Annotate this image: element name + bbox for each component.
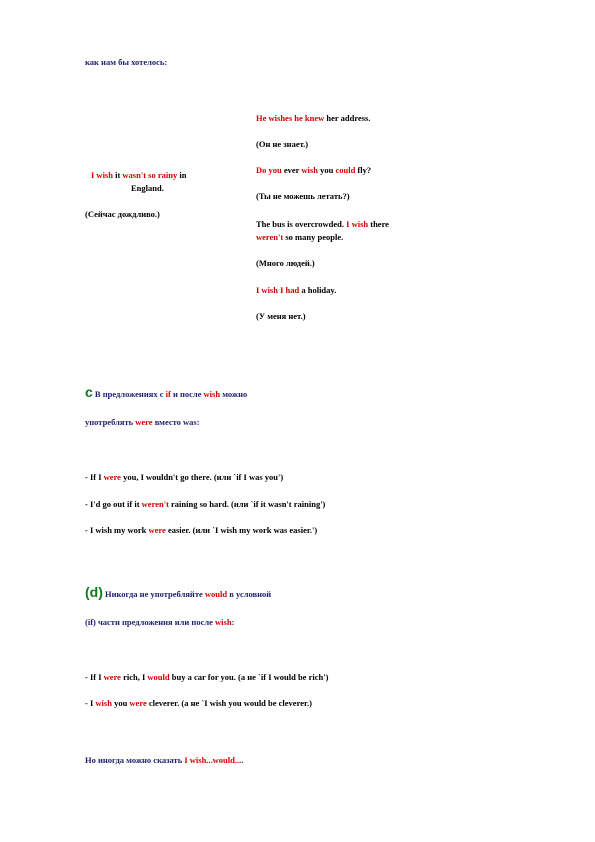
text-run: В предложениях с [92, 389, 166, 399]
text-run: - If I [85, 472, 104, 482]
text-run: weren't [141, 499, 169, 509]
text-run: were [129, 698, 147, 708]
text-run: were [103, 472, 121, 482]
text-run: easier. (или `I wish my work was easier.') [165, 525, 318, 535]
text-run: a holiday. [299, 285, 337, 295]
left-example-line2: England. [131, 183, 164, 193]
text-run: could [335, 165, 356, 175]
text-run: wish [95, 698, 112, 708]
text-run: would [204, 589, 228, 599]
right-example-2-note: (Ты не можешь летать?) [256, 191, 350, 201]
text-run: - If I [85, 672, 104, 682]
text-run: wish [203, 389, 221, 399]
text-run: Никогда не употребляйте [102, 589, 205, 599]
section-c-line2 [85, 417, 200, 428]
right-example-3b [256, 232, 343, 243]
text-run: : [196, 417, 200, 427]
text-run: - I [85, 698, 96, 708]
text-run: rich, I [120, 672, 148, 682]
text-run: her address. [324, 113, 371, 123]
right-example-3a [256, 219, 389, 230]
text-run: : [231, 617, 235, 627]
text-run: would [147, 672, 170, 682]
text-run: wasn't so rainy [122, 170, 178, 180]
text-run: you [317, 165, 336, 175]
right-example-1 [256, 113, 370, 124]
section-c-letter: c [85, 384, 93, 400]
text-run: cleverer. (а не `I wish you would be cleverer.) [146, 698, 312, 708]
intro-text: как нам бы хотелось: [85, 57, 168, 67]
section-d-example-1 [85, 672, 328, 683]
text-run: I wish [346, 219, 369, 229]
text-run: I wish I had [256, 285, 300, 295]
section-c-example-1 [85, 472, 283, 483]
right-example-4 [256, 285, 336, 296]
text-run: и после [170, 389, 204, 399]
left-example-note: (Сейчас дождливо.) [85, 209, 160, 219]
footer-text [85, 755, 243, 766]
right-example-2 [256, 165, 371, 176]
right-example-3-note: (Много людей.) [256, 258, 315, 268]
text-run: Но иногда можно сказать [85, 755, 185, 765]
text-run: was [183, 417, 197, 427]
section-c-heading-text [93, 389, 247, 399]
text-run: were [148, 525, 166, 535]
text-run: were [135, 417, 153, 427]
text-run: wish [301, 165, 318, 175]
text-run: it [112, 170, 123, 180]
section-d-letter: (d) [85, 584, 103, 600]
text-run: вместо [152, 417, 184, 427]
text-run: употреблять [85, 417, 136, 427]
section-d-line2 [85, 617, 234, 628]
section-d-heading [85, 584, 271, 602]
section-c-example-3 [85, 525, 317, 536]
text-run: в условной [227, 589, 272, 599]
text-run: if [165, 389, 171, 399]
text-run: можно [220, 389, 248, 399]
text-run: in [177, 170, 187, 180]
text-run: . [241, 755, 244, 765]
section-c-heading [85, 384, 247, 402]
text-run: there [368, 219, 389, 229]
text-run: you [111, 698, 130, 708]
text-run: wish [215, 617, 232, 627]
text-run: weren't [256, 232, 284, 242]
text-run: I wish [91, 170, 113, 180]
section-d-example-2 [85, 698, 312, 709]
text-run: raining so hard. (или `if it wasn't raining') [168, 499, 326, 509]
right-example-1-note: (Он не знает.) [256, 139, 309, 149]
section-d-heading-text [103, 589, 271, 599]
right-example-4-note: (У меня нет.) [256, 311, 306, 321]
text-run: so many people. [283, 232, 344, 242]
left-example-line1 [91, 170, 186, 181]
text-run: - I wish my work [85, 525, 149, 535]
text-run: ever [281, 165, 302, 175]
section-c-example-2 [85, 499, 325, 510]
text-run: (if) части предложения или после [85, 617, 216, 627]
text-run: The bus is overcrowded. [256, 219, 347, 229]
text-run: buy a car for you. (а не `if I would be rich') [169, 672, 329, 682]
text-run: - I'd go out if it [85, 499, 142, 509]
text-run: you, I wouldn't go there. (или `if I was you') [120, 472, 284, 482]
text-run: He wishes he knew [256, 113, 325, 123]
text-run: I wish...would... [184, 755, 242, 765]
text-run: were [103, 672, 121, 682]
text-run: fly? [355, 165, 372, 175]
text-run: Do you [256, 165, 282, 175]
